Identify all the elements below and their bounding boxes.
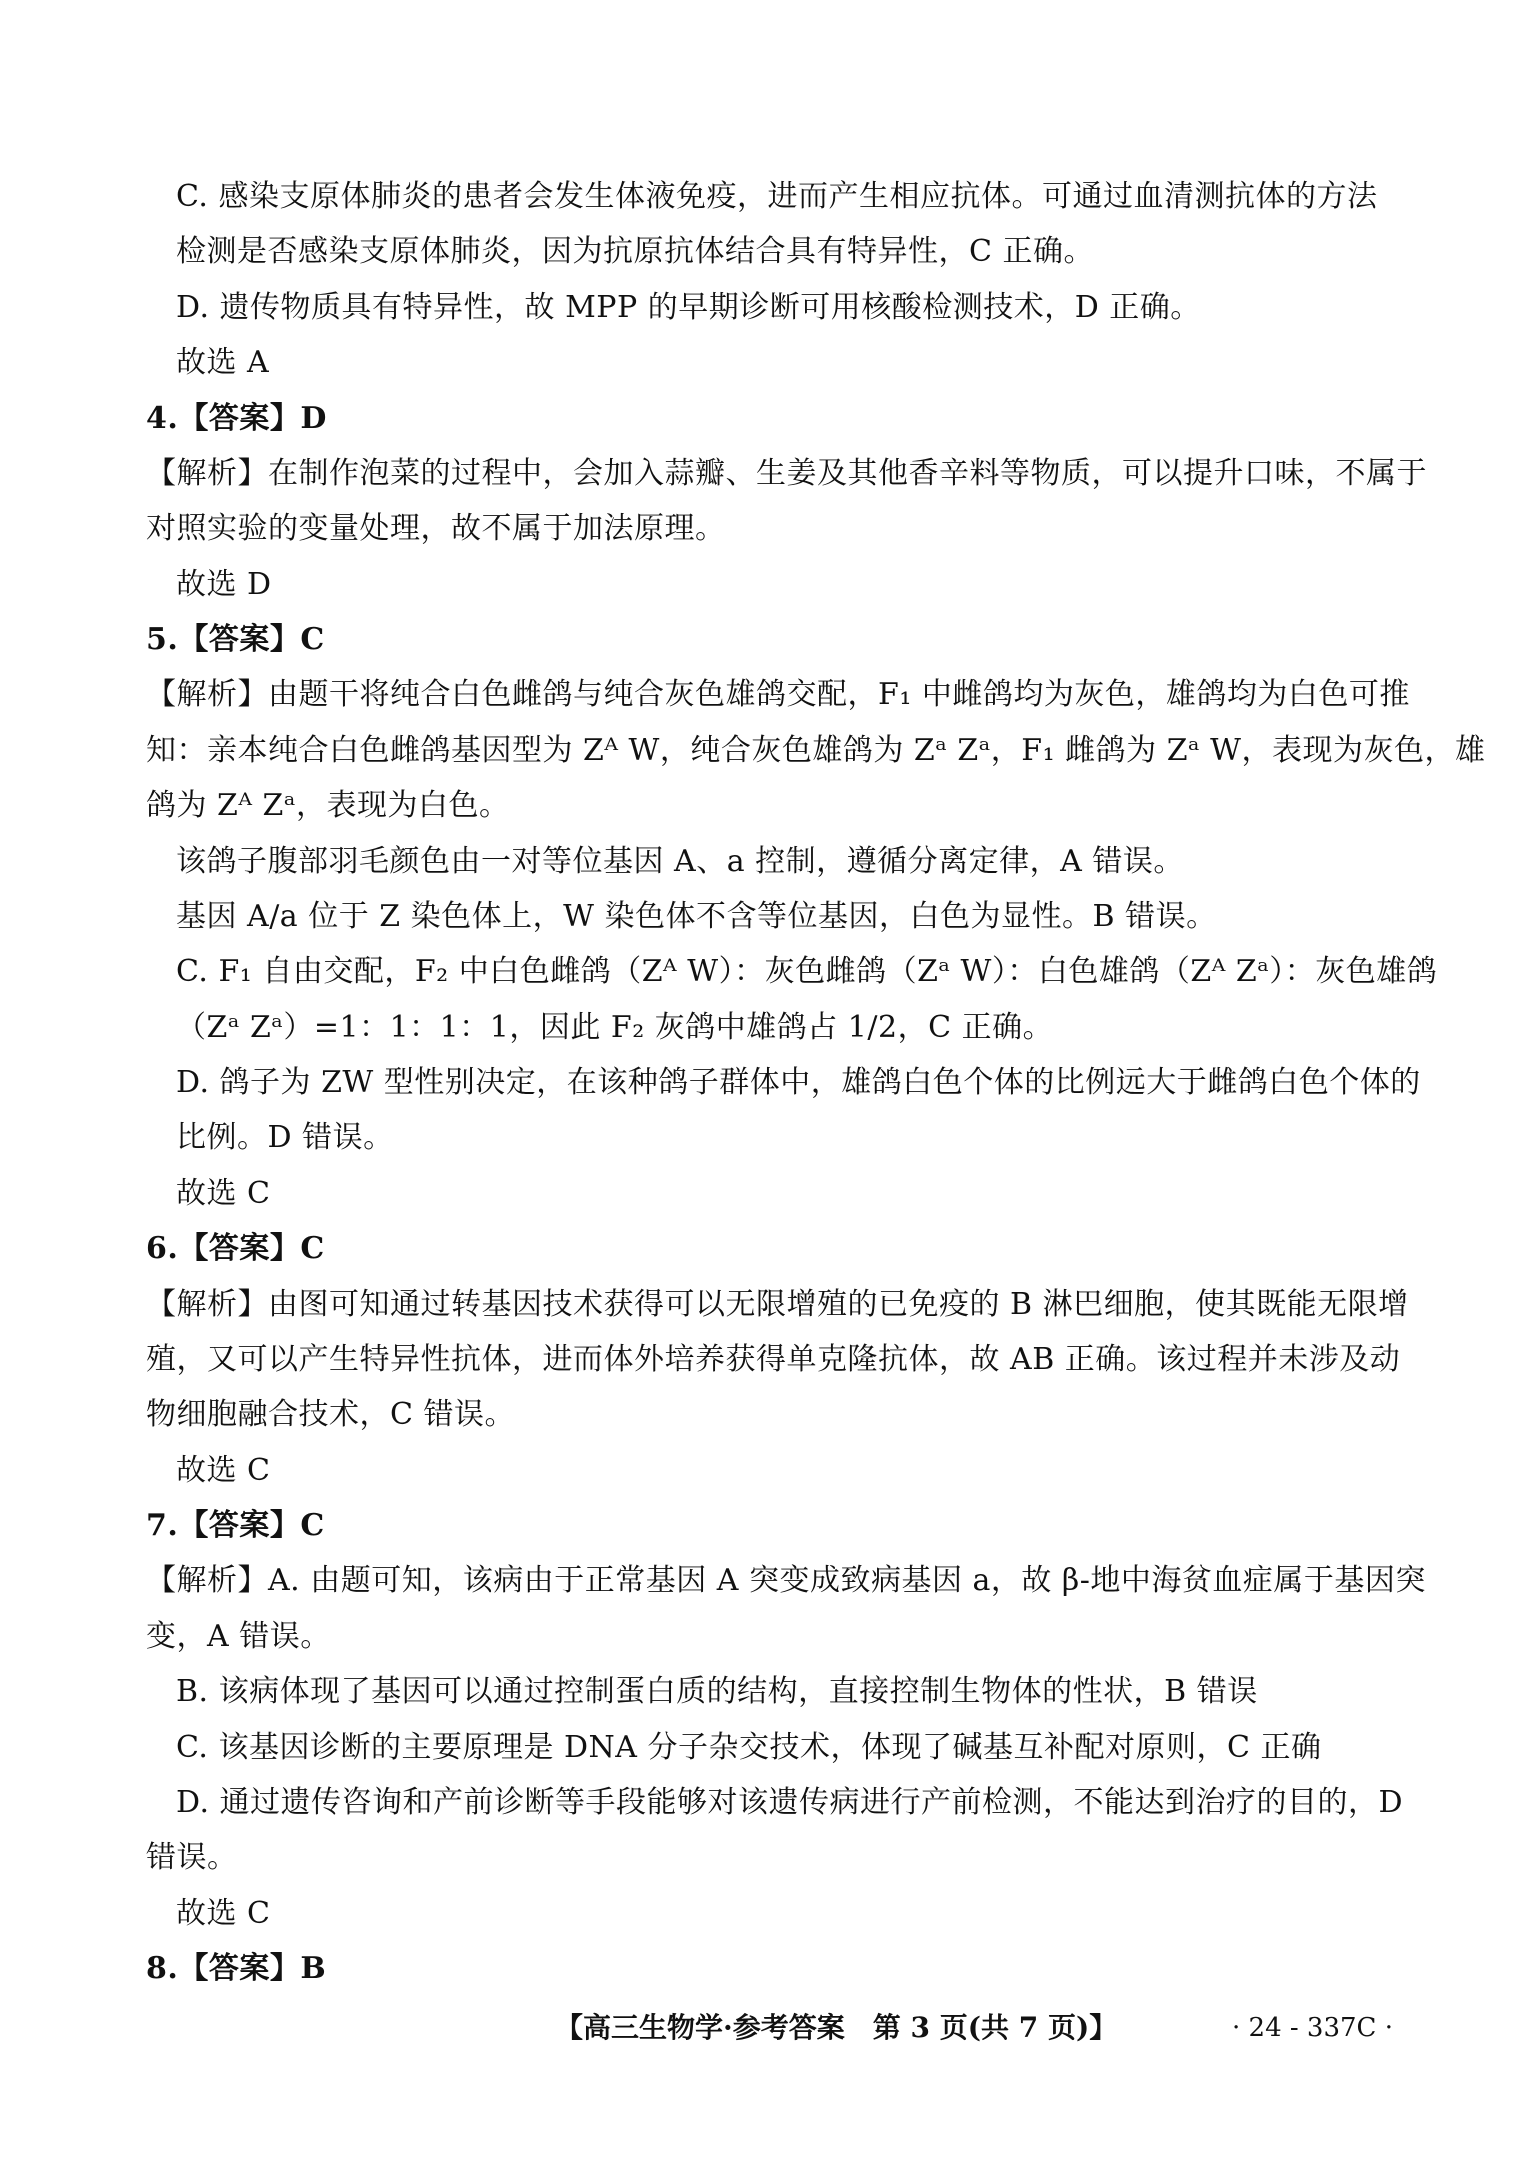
answer-heading: 4.【答案】D — [146, 401, 327, 436]
answer-heading: 7.【答案】C — [146, 1508, 325, 1543]
answer-heading: 5.【答案】C — [146, 622, 325, 657]
answer-heading: 6.【答案】C — [146, 1231, 325, 1266]
text-line: C. 该基因诊断的主要原理是 DNA 分子杂交技术，体现了碱基互补配对原则，C 正确 — [176, 1730, 1322, 1765]
answer-heading: 8.【答案】B — [146, 1951, 327, 1986]
text-line: 基因 A/a 位于 Z 染色体上，W 染色体不含等位基因，白色为显性。B 错误。 — [176, 899, 1217, 934]
text-line: 检测是否感染支原体肺炎，因为抗原抗体结合具有特异性，C 正确。 — [176, 234, 1094, 269]
text-line: C. 感染支原体肺炎的患者会发生体液免疫，进而产生相应抗体。可通过血清测抗体的方法 — [176, 179, 1378, 214]
page-footer-title: 【高三生物学·参考答案 第 3 页(共 7 页)】 — [555, 2011, 1118, 2044]
text-line: D. 遗传物质具有特异性，故 MPP 的早期诊断可用核酸检测技术，D 正确。 — [176, 290, 1201, 325]
analysis-line: 【解析】在制作泡菜的过程中，会加入蒜瓣、生姜及其他香辛料等物质，可以提升口味，不属于 — [146, 456, 1427, 491]
text-line: B. 该病体现了基因可以通过控制蛋白质的结构，直接控制生物体的性状，B 错误 — [176, 1674, 1258, 1709]
text-line: 故选 C — [176, 1453, 271, 1488]
text-line: 错误。 — [146, 1840, 238, 1875]
text-line: D. 鸽子为 ZW 型性别决定，在该种鸽子群体中，雄鸽白色个体的比例远大于雌鸽白色个体的 — [176, 1065, 1421, 1100]
text-line: 该鸽子腹部羽毛颜色由一对等位基因 A、a 控制，遵循分离定律，A 错误。 — [176, 844, 1184, 879]
text-line: 殖，又可以产生特异性抗体，进而体外培养获得单克隆抗体，故 AB 正确。该过程并未涉及动 — [146, 1342, 1401, 1377]
text-line: 鸽为 Zᴬ Zᵃ，表现为白色。 — [146, 788, 510, 823]
analysis-line: 【解析】由图可知通过转基因技术获得可以无限增殖的已免疫的 B 淋巴细胞，使其既能无限增 — [146, 1287, 1409, 1322]
analysis-line: 【解析】由题干将纯合白色雌鸽与纯合灰色雄鸽交配，F₁ 中雌鸽均为灰色，雄鸽均为白色可推 — [146, 677, 1410, 712]
text-line: 对照实验的变量处理，故不属于加法原理。 — [146, 511, 726, 546]
text-line: 变，A 错误。 — [146, 1619, 331, 1654]
text-line: 比例。D 错误。 — [176, 1120, 394, 1155]
text-line: 【解析】A. 由题可知，该病由于正常基因 A 突变成致病基因 a，故 β-地中海贫血症属于基因突 — [146, 1563, 1426, 1598]
text-line: C. F₁ 自由交配，F₂ 中白色雌鸽（Zᴬ W）：灰色雌鸽（Zᵃ W）：白色雄鸽（Zᴬ Zᵃ）：灰色雄鸽 — [176, 954, 1438, 989]
text-line: D. 通过遗传咨询和产前诊断等手段能够对该遗传病进行产前检测，不能达到治疗的目的，D — [176, 1785, 1404, 1820]
text-line: 故选 D — [176, 567, 272, 602]
text-line: 物细胞融合技术，C 错误。 — [146, 1397, 515, 1432]
text-line: 故选 A — [176, 345, 270, 380]
text-line: 知：亲本纯合白色雌鸽基因型为 Zᴬ W，纯合灰色雄鸽为 Zᵃ Zᵃ，F₁ 雌鸽为 Zᵃ W，表现为灰色，雄 — [146, 733, 1486, 768]
text-line: 故选 C — [176, 1896, 271, 1931]
text-line: 故选 C — [176, 1176, 271, 1211]
text-line: （Zᵃ Zᵃ）=1：1：1：1，因此 F₂ 灰鸽中雄鸽占 1/2，C 正确。 — [176, 1010, 1054, 1045]
page-footer-code: · 24 - 337C · — [1232, 2013, 1393, 2043]
